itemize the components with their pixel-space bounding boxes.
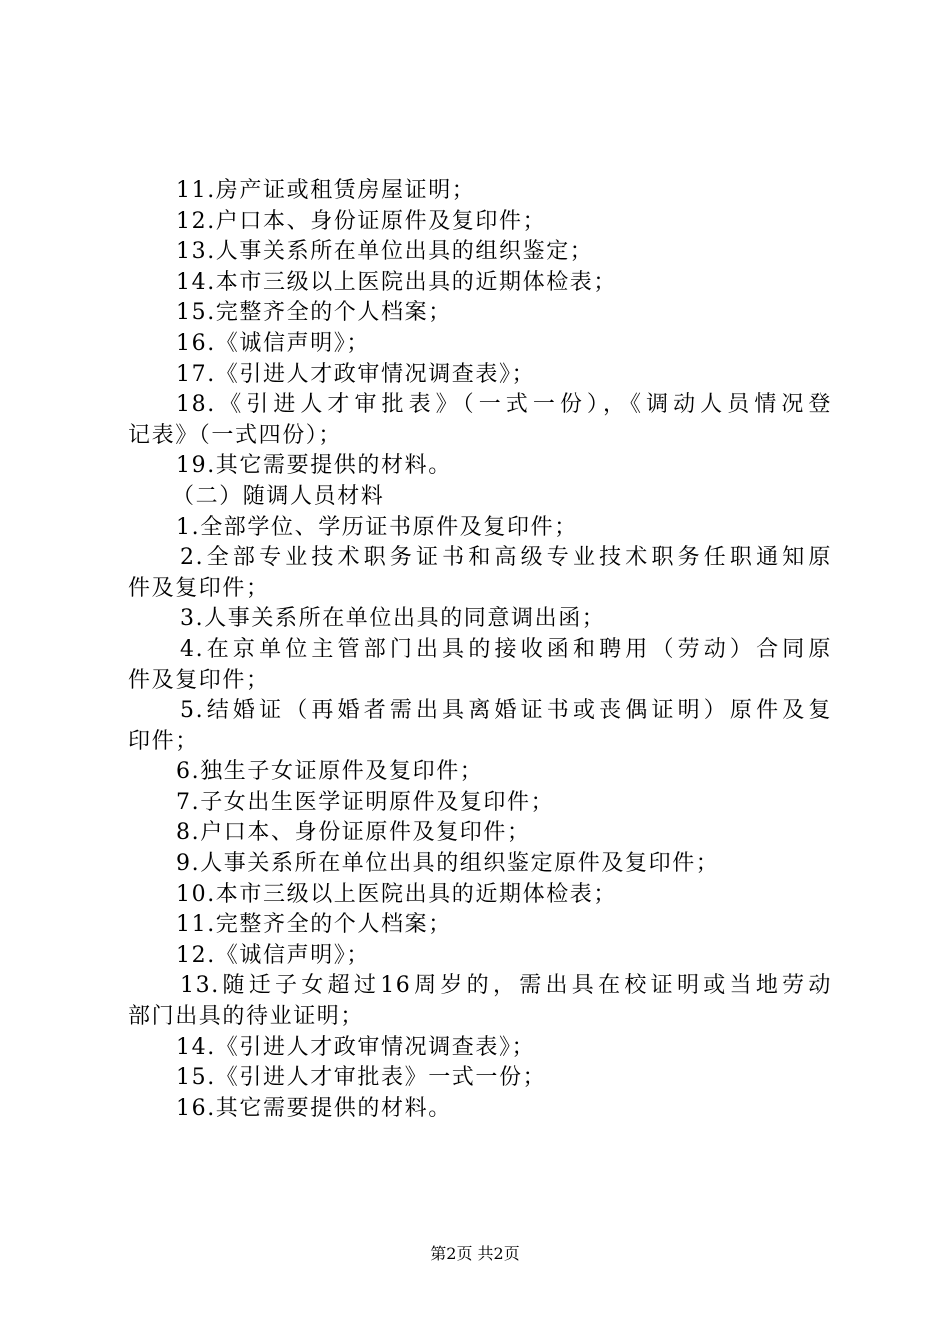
paragraph-line: 14.《引进人才政审情况调查表》； — [176, 1034, 536, 1060]
paragraph-line: 14.本市三级以上医院出具的近期体检表； — [176, 269, 617, 295]
paragraph-line: 部门出具的待业证明； — [128, 1004, 365, 1030]
page-number-footer: 第2页 共2页 — [430, 1244, 520, 1263]
paragraph-line: 9.人事关系所在单位出具的组织鉴定原件及复印件； — [176, 851, 720, 877]
document-body — [128, 176, 832, 1124]
paragraph-line: 17.《引进人才政审情况调查表》； — [176, 361, 536, 387]
paragraph-line: 4.在京单位主管部门出具的接收函和聘用（劳动）合同原 — [180, 636, 832, 662]
paragraph-line: 16.《诚信声明》； — [176, 330, 370, 356]
paragraph-line: 11.房产证或租赁房屋证明； — [176, 178, 476, 203]
paragraph-line: 15.《引进人才审批表》一式一份； — [176, 1065, 547, 1091]
paragraph-line: 13.随迁子女超过16周岁的，需出具在校证明或当地劳动 — [180, 973, 832, 999]
paragraph-line: 13.人事关系所在单位出具的组织鉴定； — [176, 239, 594, 265]
paragraph-line: 件及复印件； — [128, 667, 270, 693]
paragraph-line: 1.全部学位、学历证书原件及复印件； — [176, 514, 578, 540]
paragraph-line: 件及复印件； — [128, 575, 270, 601]
paragraph-line: 5.结婚证（再婚者需出具离婚证书或丧偶证明）原件及复 — [180, 698, 832, 724]
paragraph-line: 6.独生子女证原件及复印件； — [176, 759, 484, 785]
paragraph-line: 印件； — [128, 728, 199, 754]
paragraph-line: 16.其它需要提供的材料。 — [176, 1095, 452, 1121]
paragraph-line: 11.完整齐全的个人档案； — [176, 912, 452, 938]
paragraph-line: 7.子女出生医学证明原件及复印件； — [176, 789, 555, 815]
paragraph-line: 19.其它需要提供的材料。 — [176, 453, 452, 479]
paragraph-line: 2.全部专业技术职务证书和高级专业技术职务任职通知原 — [180, 545, 832, 571]
paragraph-line: 记表》（一式四份）； — [128, 422, 343, 448]
paragraph-line: 15.完整齐全的个人档案； — [176, 300, 452, 326]
paragraph-line: 10.本市三级以上医院出具的近期体检表； — [176, 881, 617, 907]
paragraph-line: 12.户口本、身份证原件及复印件； — [176, 208, 547, 234]
section-heading: （二）随调人员材料 — [172, 483, 385, 509]
paragraph-line: 12.《诚信声明》； — [176, 942, 370, 968]
paragraph-line: 8.户口本、身份证原件及复印件； — [176, 820, 531, 846]
paragraph-line: 3.人事关系所在单位出具的同意调出函； — [180, 606, 606, 632]
paragraph-line: 18.《引进人才审批表》（一式一份），《调动人员情况登 — [176, 392, 832, 418]
